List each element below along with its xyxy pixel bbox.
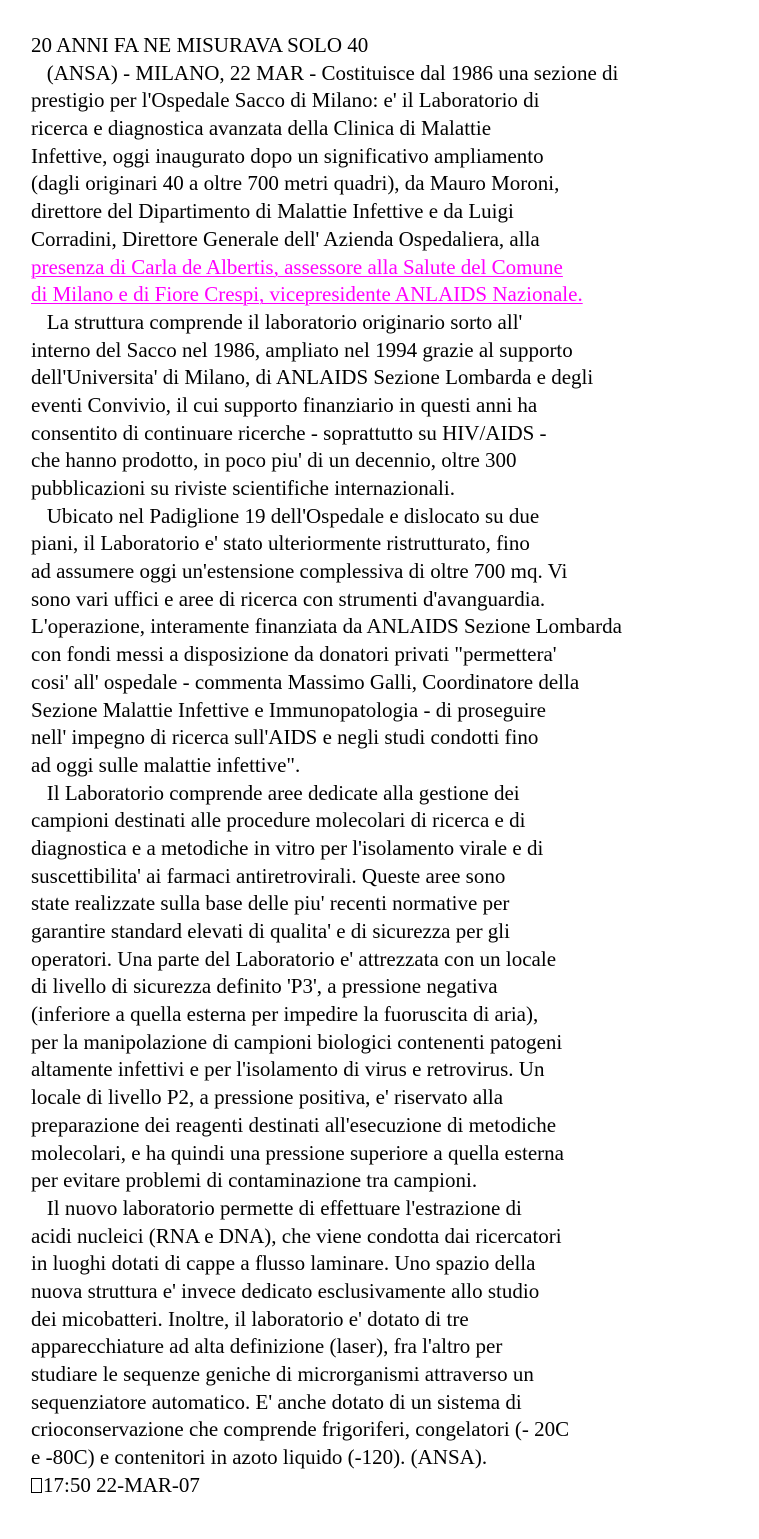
paragraph-line: apparecchiature ad alta definizione (laser), fra l'altro per bbox=[31, 1334, 503, 1359]
article-body bbox=[31, 32, 751, 1499]
paragraph-line: crioconservazione che comprende frigoriferi, congelatori (- 20C bbox=[31, 1417, 570, 1442]
paragraph-line: prestigio per l'Ospedale Sacco di Milano: e' il Laboratorio di bbox=[31, 88, 540, 113]
paragraph-line: operatori. Una parte del Laboratorio e' attrezzata con un locale bbox=[31, 946, 557, 971]
footer-timestamp: 17:50 22-MAR-07 bbox=[43, 1472, 200, 1497]
paragraph-line: eventi Convivio, il cui supporto finanziario in questi anni ha bbox=[31, 392, 538, 417]
paragraph-line: Infettive, oggi inaugurato dopo un significativo ampliamento bbox=[31, 143, 544, 168]
highlighted-link-line[interactable]: presenza di Carla de Albertis, assessore alla Salute del Comune bbox=[31, 254, 563, 279]
footer-timestamp-line bbox=[31, 1472, 751, 1500]
paragraph-line: Il Laboratorio comprende aree dedicate alla gestione dei bbox=[31, 780, 520, 805]
paragraph-line: Il nuovo laboratorio permette di effettuare l'estrazione di bbox=[31, 1195, 522, 1220]
paragraph-line: La struttura comprende il laboratorio originario sorto all' bbox=[31, 309, 523, 334]
paragraph-line: (dagli originari 40 a oltre 700 metri quadri), da Mauro Moroni, bbox=[31, 171, 560, 196]
paragraph-line: in luoghi dotati di cappe a flusso laminare. Uno spazio della bbox=[31, 1251, 536, 1276]
paragraph-line: pubblicazioni su riviste scientifiche internazionali. bbox=[31, 476, 455, 500]
paragraph-line: dell'Universita' di Milano, di ANLAIDS Sezione Lombarda e degli bbox=[31, 365, 594, 390]
highlighted-link-line[interactable]: di Milano e di Fiore Crespi, vicepresidente ANLAIDS Nazionale. bbox=[31, 282, 583, 307]
paragraph-line: L'operazione, interamente finanziata da ANLAIDS Sezione Lombarda bbox=[31, 614, 622, 639]
paragraph-line: consentito di continuare ricerche - soprattutto su HIV/AIDS - bbox=[31, 420, 547, 445]
paragraph-line: dei micobatteri. Inoltre, il laboratorio e' dotato di tre bbox=[31, 1306, 469, 1331]
paragraph-line: garantire standard elevati di qualita' e di sicurezza per gli bbox=[31, 919, 510, 943]
paragraph-line: sequenziatore automatico. E' anche dotato di un sistema di bbox=[31, 1389, 522, 1414]
paragraph-line: per evitare problemi di contaminazione tra campioni. bbox=[31, 1168, 478, 1193]
paragraph-line: (ANSA) - MILANO, 22 MAR - Costituisce dal 1986 una sezione di bbox=[31, 60, 619, 85]
paragraph-line: campioni destinati alle procedure molecolari di ricerca e di bbox=[31, 808, 526, 833]
paragraph-line: nell' impegno di ricerca sull'AIDS e negli studi condotti fino bbox=[31, 725, 539, 750]
paragraph-line: state realizzate sulla base delle piu' recenti normative per bbox=[31, 891, 510, 916]
paragraph-line: ricerca e diagnostica avanzata della Clinica di Malattie bbox=[31, 116, 492, 141]
missing-glyph-icon bbox=[31, 1478, 42, 1493]
paragraph-line: studiare le sequenze geniche di microrganismi attraverso un bbox=[31, 1362, 534, 1386]
paragraph-line: piani, il Laboratorio e' stato ulteriormente ristrutturato, fino bbox=[31, 531, 530, 556]
paragraph-line: che hanno prodotto, in poco piu' di un decennio, oltre 300 bbox=[31, 448, 517, 473]
paragraph-line: Corradini, Direttore Generale dell' Azienda Ospedaliera, alla bbox=[31, 226, 540, 251]
paragraph-line: molecolari, e ha quindi una pressione superiore a quella esterna bbox=[31, 1140, 564, 1165]
paragraph-line: acidi nucleici (RNA e DNA), che viene condotta dai ricercatori bbox=[31, 1223, 562, 1248]
paragraph-line: con fondi messi a disposizione da donatori privati "permettera' bbox=[31, 642, 557, 667]
paragraph-line: sono vari uffici e aree di ricerca con strumenti d'avanguardia. bbox=[31, 586, 546, 611]
headline: 20 ANNI FA NE MISURAVA SOLO 40 bbox=[31, 33, 369, 57]
paragraph-line: direttore del Dipartimento di Malattie Infettive e da Luigi bbox=[31, 199, 514, 224]
paragraph-line: nuova struttura e' invece dedicato esclusivamente allo studio bbox=[31, 1278, 540, 1303]
paragraph-line: di livello di sicurezza definito 'P3', a pressione negativa bbox=[31, 974, 498, 999]
paragraph-line: ad assumere oggi un'estensione complessiva di oltre 700 mq. Vi bbox=[31, 559, 568, 584]
paragraph-line: ad oggi sulle malattie infettive". bbox=[31, 752, 301, 777]
paragraph-line: suscettibilita' ai farmaci antiretrovirali. Queste aree sono bbox=[31, 863, 506, 888]
paragraph-line: cosi' all' ospedale - commenta Massimo Galli, Coordinatore della bbox=[31, 669, 580, 694]
paragraph-line: diagnostica e a metodiche in vitro per l'isolamento virale e di bbox=[31, 835, 544, 860]
paragraph-line: altamente infettivi e per l'isolamento di virus e retrovirus. Un bbox=[31, 1057, 545, 1082]
paragraph-line: e -80C) e contenitori in azoto liquido (-120). (ANSA). bbox=[31, 1445, 488, 1470]
paragraph-line: (inferiore a quella esterna per impedire la fuoruscita di aria), bbox=[31, 1002, 539, 1027]
paragraph-line: preparazione dei reagenti destinati all'esecuzione di metodiche bbox=[31, 1112, 557, 1137]
paragraph-line: per la manipolazione di campioni biologici contenenti patogeni bbox=[31, 1029, 563, 1054]
paragraph-line: interno del Sacco nel 1986, ampliato nel 1994 grazie al supporto bbox=[31, 337, 573, 362]
paragraph-line: Sezione Malattie Infettive e Immunopatologia - di proseguire bbox=[31, 697, 546, 722]
paragraph-line: Ubicato nel Padiglione 19 dell'Ospedale e dislocato su due bbox=[31, 503, 540, 528]
paragraph-line: locale di livello P2, a pressione positiva, e' riservato alla bbox=[31, 1085, 504, 1110]
